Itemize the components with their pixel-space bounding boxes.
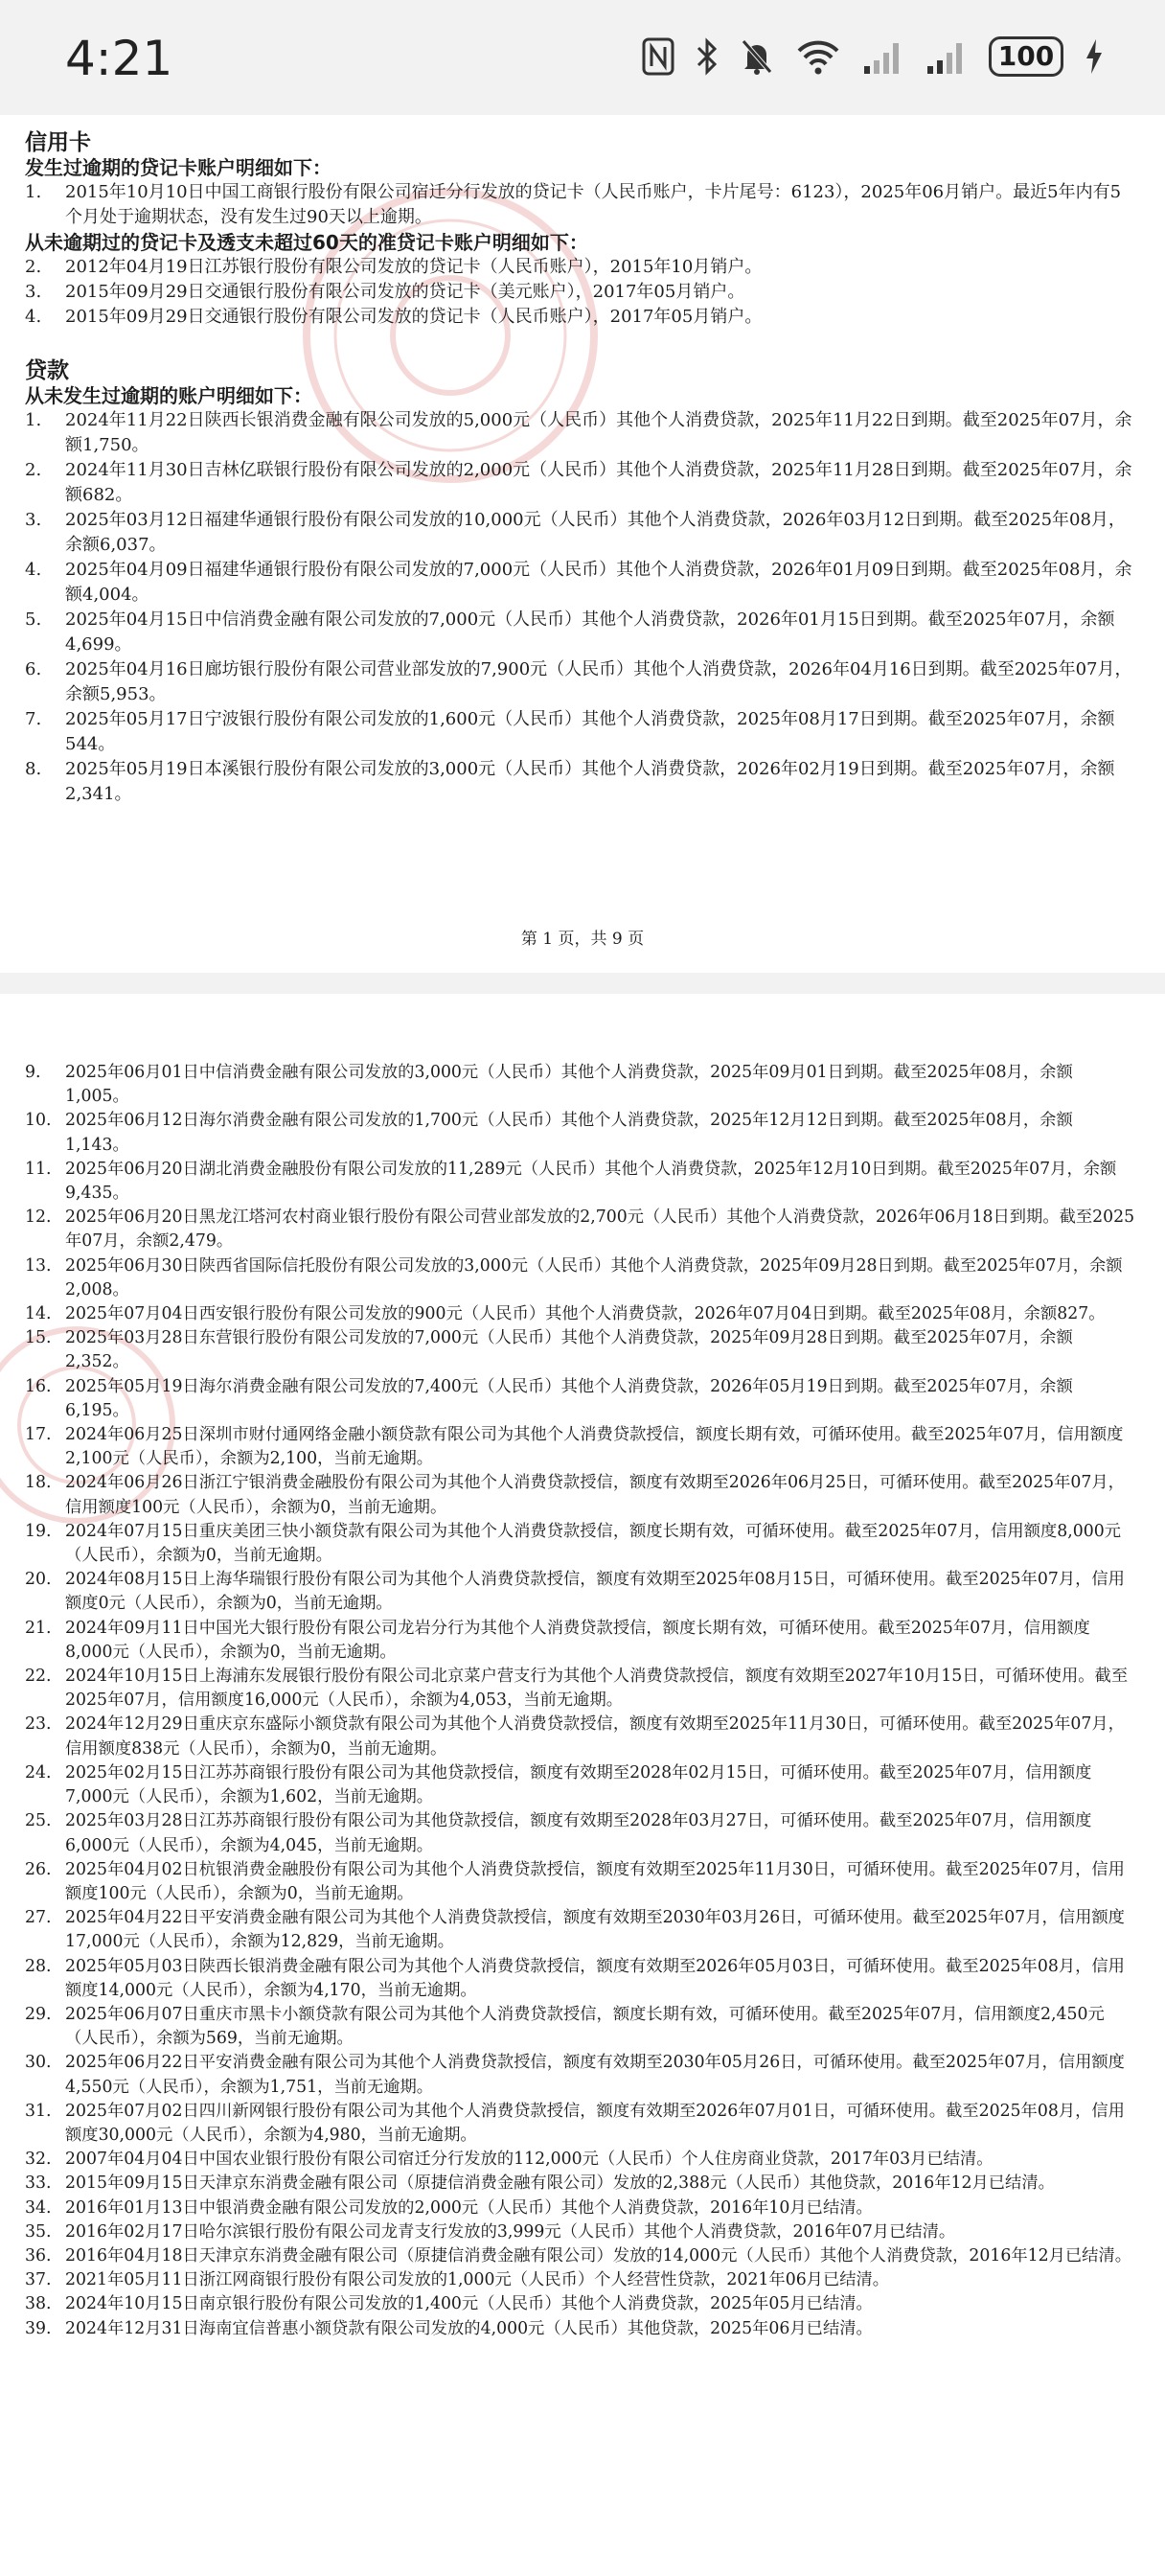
list-item: 36. 2016年04月18日天津京东消费金融有限公司（原捷信消费金融有限公司）发放的14,000元（人民币）其他个人消费贷款，2016年12月已结清。 — [25, 2245, 1132, 2266]
list-item: 28. 2025年05月03日陕西长银消费金融有限公司为其他个人消费贷款授信，额度有效期至2026年05月03日，可循环使用。截至2025年08月，信用额度14,000元（人民币），余额为4,170，当前无逾期。 — [25, 1956, 1125, 2000]
list-item: 10. 2025年06月12日海尔消费金融有限公司发放的1,700元（人民币）其他个人消费贷款，2025年12月12日到期。截至2025年08月，余额1,143。 — [25, 1111, 1073, 1155]
list-item: 12. 2025年06月20日黑龙江塔河农村商业银行股份有限公司营业部发放的2,700元（人民币）其他个人消费贷款，2026年06月18日到期。截至2025年07月，余额2,479。 — [25, 1208, 1135, 1252]
list-item: 2. 2024年11月30日吉林亿联银行股份有限公司发放的2,000元（人民币）其他个人消费贷款，2025年11月28日到期。截至2025年07月，余额682。 — [25, 460, 1132, 505]
list-item: 18. 2024年06月26日浙江宁银消费金融股份有限公司为其他个人消费贷款授信，额度有效期至2026年06月25日，可循环使用。截至2025年07月，信用额度100元（人民币），余额为0，当前无逾期。 — [25, 1473, 1125, 1517]
list-item: 3. 2015年09月29日交通银行股份有限公司发放的贷记卡（美元账户），2017年05月销户。 — [25, 282, 745, 302]
list-item: 35. 2016年02月17日哈尔滨银行股份有限公司龙青支行发放的3,999元（人民币）其他个人消费贷款，2016年07月已结清。 — [25, 2221, 956, 2242]
list-item: 4. 2025年04月09日福建华通银行股份有限公司发放的7,000元（人民币）其他个人消费贷款，2026年01月09日到期。截至2025年08月，余额4,004。 — [25, 560, 1132, 605]
list-item: 25. 2025年03月28日江苏苏商银行股份有限公司为其他贷款授信，额度有效期至2028年03月27日，可循环使用。截至2025年07月，信用额度6,000元（人民币），余额为4,045，当前无逾期。 — [25, 1811, 1092, 1855]
page-footer: 第 1 页，共 9 页 — [520, 930, 645, 949]
list-item: 20. 2024年08月15日上海华瑞银行股份有限公司为其他个人消费贷款授信，额度有效期至2025年08月15日，可循环使用。截至2025年07月，信用额度0元（人民币），余额为0，当前无逾期。 — [25, 1570, 1125, 1614]
list-item: 14. 2025年07月04日西安银行股份有限公司发放的900元（人民币）其他个人消费贷款，2026年07月04日到期。截至2025年08月，余额827。 — [25, 1304, 1106, 1324]
normal-card-list — [25, 255, 1136, 330]
list-item: 16. 2025年05月19日海尔消费金融有限公司发放的7,400元（人民币）其他个人消费贷款，2026年05月19日到期。截至2025年07月，余额6,195。 — [25, 1376, 1073, 1420]
list-item: 5. 2025年04月15日中信消费金融有限公司发放的7,000元（人民币）其他个人消费贷款，2026年01月15日到期。截至2025年07月，余额4,699。 — [25, 610, 1115, 655]
list-item: 7. 2025年05月17日宁波银行股份有限公司发放的1,600元（人民币）其他个人消费贷款，2025年08月17日到期。截至2025年07月，余额544。 — [25, 709, 1115, 754]
status-time: 4:21 — [65, 31, 173, 86]
wifi-icon — [795, 37, 841, 76]
list-item: 19. 2024年07月15日重庆美团三快小额贷款有限公司为其他个人消费贷款授信，额度长期有效，可循环使用。截至2025年07月，信用额度8,000元（人民币），余额为0，当前无逾期。 — [25, 1521, 1122, 1566]
loans-section-title: 贷款 — [25, 358, 69, 383]
list-item: 17. 2024年06月25日深圳市财付通网络金融小额贷款有限公司为其他个人消费贷款授信，额度长期有效，可循环使用。截至2025年07月，信用额度2,100元（人民币），余额为2,100，当前无逾期。 — [25, 1425, 1124, 1469]
battery-icon — [989, 36, 1063, 77]
list-item: 9. 2025年06月01日中信消费金融有限公司发放的3,000元（人民币）其他个人消费贷款，2025年09月01日到期。截至2025年08月，余额1,005。 — [25, 1063, 1073, 1107]
credit-card-section-title: 信用卡 — [25, 130, 91, 155]
list-item: 24. 2025年02月15日江苏苏商银行股份有限公司为其他贷款授信，额度有效期至2028年02月15日，可循环使用。截至2025年07月，信用额度7,000元（人民币），余额为1,602，当前无逾期。 — [25, 1762, 1092, 1807]
list-item: 23. 2024年12月29日重庆京东盛际小额贷款有限公司为其他个人消费贷款授信，额度有效期至2025年11月30日，可循环使用。截至2025年07月，信用额度838元（人民币），余额为0，当前无逾期。 — [25, 1714, 1125, 1759]
list-item: 27. 2025年04月22日平安消费金融有限公司为其他个人消费贷款授信，额度有效期至2030年03月26日，可循环使用。截至2025年07月，信用额度17,000元（人民币），余额为12,829，当前无逾期。 — [25, 1908, 1125, 1952]
loan-list-page1 — [25, 408, 1136, 807]
list-item: 38. 2024年10月15日南京银行股份有限公司发放的1,400元（人民币）其他个人消费贷款，2025年05月已结清。 — [25, 2294, 873, 2314]
list-item: 32. 2007年04月04日中国农业银行股份有限公司宿迁分行发放的112,000元（人民币）个人住房商业贷款，2017年03月已结清。 — [25, 2150, 994, 2170]
list-item: 3. 2025年03月12日福建华通银行股份有限公司发放的10,000元（人民币）其他个人消费贷款，2026年03月12日到期。截至2025年08月，余额6,037。 — [25, 510, 1126, 555]
list-item: 37. 2021年05月11日浙江网商银行股份有限公司发放的1,000元（人民币）个人经营性贷款，2021年06月已结清。 — [25, 2270, 890, 2290]
overdue-card-list — [25, 180, 1136, 230]
list-item: 8. 2025年05月19日本溪银行股份有限公司发放的3,000元（人民币）其他个人消费贷款，2026年02月19日到期。截至2025年07月，余额2,341。 — [25, 759, 1115, 804]
list-item: 6. 2025年04月16日廊坊银行股份有限公司营业部发放的7,900元（人民币）其他个人消费贷款，2026年04月16日到期。截至2025年07月，余额5,953。 — [25, 659, 1132, 704]
status-icons — [642, 36, 1104, 77]
list-item: 31. 2025年07月02日四川新网银行股份有限公司为其他个人消费贷款授信，额度有效期至2026年07月01日，可循环使用。截至2025年08月，信用额度30,000元（人民币），余额为4,980，当前无逾期。 — [25, 2101, 1125, 2145]
list-item: 26. 2025年04月02日杭银消费金融股份有限公司为其他个人消费贷款授信，额度有效期至2025年11月30日，可循环使用。截至2025年07月，信用额度100元（人民币），余额为0，当前无逾期。 — [25, 1859, 1125, 1903]
list-item: 2. 2012年04月19日江苏银行股份有限公司发放的贷记卡（人民币账户），2015年10月销户。 — [25, 257, 763, 277]
list-item: 1. 2015年10月10日中国工商银行股份有限公司宿迁分行发放的贷记卡（人民币账户，卡片尾号：6123），2025年06月销户。最近5年内有5个月处于逾期状态，没有发生过90天以上逾期。 — [25, 182, 1122, 227]
list-item: 29. 2025年06月07日重庆市黑卡小额贷款有限公司为其他个人消费贷款授信，额度长期有效，可循环使用。截至2025年07月，信用额度2,450元（人民币），余额为569，当前无逾期。 — [25, 2004, 1105, 2049]
list-item: 1. 2024年11月22日陕西长银消费金融有限公司发放的5,000元（人民币）其他个人消费贷款，2025年11月22日到期。截至2025年07月，余额1,750。 — [25, 410, 1132, 455]
mute-bell-icon — [740, 37, 774, 76]
battery-level: 100 — [989, 36, 1063, 77]
list-item: 39. 2024年12月31日海南宜信普惠小额贷款有限公司发放的4,000元（人民币）其他贷款，2025年06月已结清。 — [25, 2318, 873, 2338]
signal-icon — [862, 37, 904, 76]
report-page-2 — [0, 994, 1165, 2576]
normal-cards-subtitle: 从未逾期过的贷记卡及透支未超过60天的准贷记卡账户明细如下： — [25, 231, 588, 254]
bluetooth-icon — [696, 37, 719, 76]
list-item: 13. 2025年06月30日陕西省国际信托股份有限公司发放的3,000元（人民币）其他个人消费贷款，2025年09月28日到期。截至2025年07月，余额2,008。 — [25, 1255, 1123, 1300]
list-item: 33. 2015年09月15日天津京东消费金融有限公司（原捷信消费金融有限公司）发放的2,388元（人民币）其他贷款，2016年12月已结清。 — [25, 2174, 1055, 2194]
overdue-cards-subtitle: 发生过逾期的贷记卡账户明细如下： — [25, 156, 331, 179]
report-page-1 — [0, 115, 1165, 973]
list-item: 22. 2024年10月15日上海浦东发展银行股份有限公司北京菜户营支行为其他个人消费贷款授信，额度有效期至2027年10月15日，可循环使用。截至2025年07月，信用额度16,000元（人民币），余额为4,053，当前无逾期。 — [25, 1667, 1129, 1711]
list-item: 11. 2025年06月20日湖北消费金融股份有限公司发放的11,289元（人民币）其他个人消费贷款，2025年12月10日到期。截至2025年07月，余额9,435。 — [25, 1159, 1117, 1204]
status-bar — [0, 0, 1165, 115]
charging-icon — [1085, 37, 1104, 76]
list-item: 21. 2024年09月11日中国光大银行股份有限公司龙岩分行为其他个人消费贷款授信，额度长期有效，可循环使用。截至2025年07月，信用额度8,000元（人民币），余额为0，当前无逾期。 — [25, 1618, 1090, 1662]
list-item: 34. 2016年01月13日中银消费金融有限公司发放的2,000元（人民币）其他个人消费贷款，2016年10月已结清。 — [25, 2197, 873, 2218]
signal-icon — [925, 37, 968, 76]
list-item: 15. 2025年03月28日东营银行股份有限公司发放的7,000元（人民币）其他个人消费贷款，2025年09月28日到期。截至2025年07月，余额2,352。 — [25, 1328, 1073, 1372]
loans-subtitle: 从未发生过逾期的账户明细如下： — [25, 384, 312, 407]
list-item: 30. 2025年06月22日平安消费金融有限公司为其他个人消费贷款授信，额度有效期至2030年05月26日，可循环使用。截至2025年07月，信用额度4,550元（人民币），余额为1,751，当前无逾期。 — [25, 2053, 1125, 2097]
loan-list-page2 — [25, 1061, 1136, 2341]
nfc-icon — [642, 37, 674, 76]
list-item: 4. 2015年09月29日交通银行股份有限公司发放的贷记卡（人民币账户），2017年05月销户。 — [25, 307, 763, 327]
